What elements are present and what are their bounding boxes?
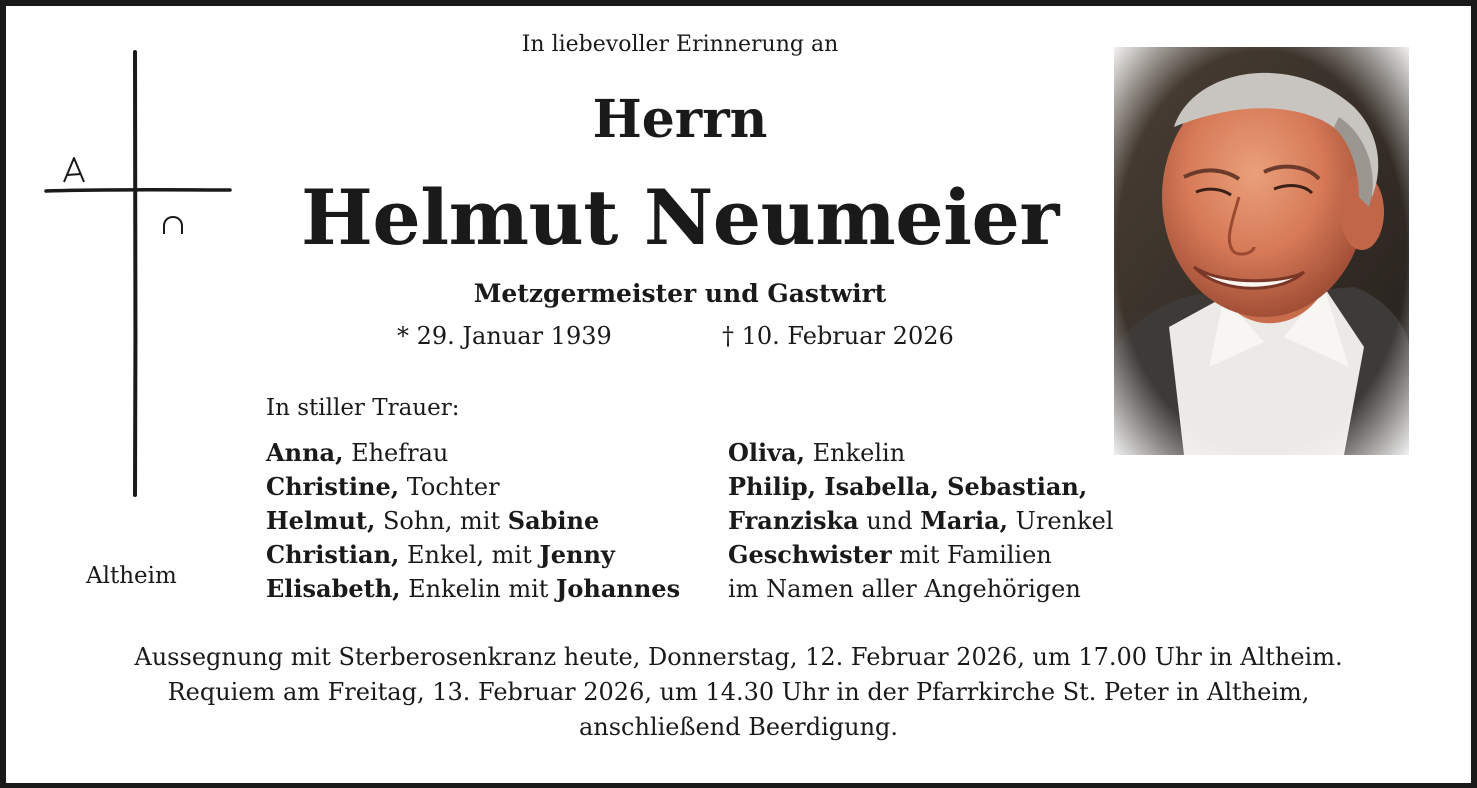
family-relation: Urenkel (1008, 507, 1114, 535)
family-name: Philip, Isabella, Sebastian, (728, 472, 1088, 501)
family-relation: mit Familien (891, 541, 1052, 569)
death-date: † 10. Februar 2026 (722, 322, 954, 350)
family-name: Christian, (266, 540, 400, 569)
family-relation: im Namen aller Angehörigen (728, 575, 1081, 603)
family-line (728, 436, 1113, 470)
cross-icon (40, 48, 240, 500)
service-line: Requiem am Freitag, 13. Februar 2026, um 14.30 Uhr in der Pfarrkirche St. Peter in Altheim, (167, 678, 1310, 706)
family-line (266, 538, 680, 572)
family-line (266, 436, 680, 470)
service-announcement (40, 640, 1437, 745)
family-name: Christine, (266, 472, 400, 501)
family-relation: Enkelin (805, 439, 906, 467)
profession: Metzgermeister und Gastwirt (473, 279, 887, 308)
family-relation: und (858, 507, 921, 535)
alpha-icon (64, 158, 84, 182)
family-relation: Sohn, mit (375, 507, 508, 535)
family-line (728, 470, 1113, 504)
intro-text: In liebevoller Erinnerung an (521, 32, 839, 57)
mourning-label: In stiller Trauer: (266, 395, 460, 421)
family-name: Maria, (920, 506, 1009, 535)
family-name: Geschwister (728, 540, 892, 569)
family-name: Oliva, (728, 438, 805, 467)
salutation: Herrn (592, 89, 768, 150)
family-line (266, 504, 680, 538)
family-relation: Tochter (399, 473, 500, 501)
family-list-right (728, 436, 1113, 606)
family-relation: Enkel, mit (399, 541, 540, 569)
family-line (266, 470, 680, 504)
omega-icon (164, 217, 182, 234)
family-line (728, 504, 1113, 538)
family-relation: Enkelin mit (400, 575, 557, 603)
service-line: Aussegnung mit Sterberosenkranz heute, Donnerstag, 12. Februar 2026, um 17.00 Uhr in Altheim. (134, 643, 1343, 671)
family-line (728, 572, 1113, 606)
family-name: Johannes (556, 574, 681, 603)
family-name: Franziska (728, 506, 859, 535)
family-relation: Ehefrau (343, 439, 449, 467)
family-name: Sabine (507, 506, 600, 535)
portrait-photo (1114, 47, 1409, 455)
service-line: anschließend Beerdigung. (578, 713, 899, 741)
place-name: Altheim (86, 563, 177, 589)
family-name: Jenny (539, 540, 615, 569)
family-list-left (266, 436, 680, 606)
family-name: Helmut, (266, 506, 376, 535)
family-name: Elisabeth, (266, 574, 401, 603)
family-name: Anna, (266, 438, 344, 467)
family-line (266, 572, 680, 606)
family-line (728, 538, 1113, 572)
birth-date: * 29. Januar 1939 (397, 322, 612, 350)
deceased-name: Helmut Neumeier (301, 173, 1059, 262)
